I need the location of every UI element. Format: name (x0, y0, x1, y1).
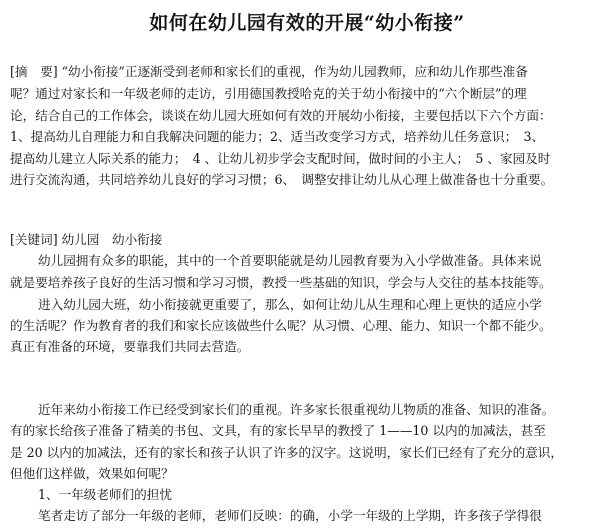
body-paragraph-line: 是 20 以内的加减法，还有的家长和孩子认识了许多的汉字。这说明，家长们已经有了充分的意识， (10, 445, 563, 460)
abstract-line: 进行交流沟通，共同培养幼儿良好的学习习惯；6、 调整安排让幼儿从心理上做准备也十分重要。 (10, 172, 554, 187)
body-paragraph-line: 但他们这样做，效果如何呢？ (10, 466, 174, 481)
abstract-line: 提高幼儿建立人际关系的能力； 4 、让幼儿初步学会支配时间，做时间的小主人； 5 、家园及时 (10, 151, 551, 166)
intro-paragraph-line: 幼儿园拥有众多的职能，其中的一个首要职能就是幼儿园教育要为入小学做准备。具体来说 (38, 253, 542, 268)
keywords-line: [关键词] 幼儿园 幼小衔接 (10, 232, 163, 247)
intro-paragraph-line: 真正有准备的环境，要靠我们共同去营造。 (10, 339, 250, 354)
body-paragraph-line: 有的家长给孩子准备了精美的书包、文具，有的家长早早的教授了 1——10 以内的加减法，甚至 (10, 423, 546, 438)
body-paragraph-line: 近年来幼小衔接工作已经受到家长们的重视。许多家长很重视幼儿物质的准备、知识的准备。 (38, 402, 555, 417)
abstract-line: 1、提高幼儿自理能力和自我解决问题的能力；2、适当改变学习方式，培养幼儿任务意识； 3、 (10, 129, 545, 144)
abstract-line: 呢？通过对家长和一年级老师的走访，引用德国教授哈克的关于幼小衔接中的“六个断层”的理 (10, 86, 527, 101)
intro-paragraph-line: 进入幼儿园大班，幼小衔接就更重要了，那么，如何让幼儿从生理和心理上更快的适应小学 (38, 297, 542, 312)
section-heading: 1、一年级老师们的担忧 (38, 487, 172, 502)
document-title: 如何在幼儿园有效的开展“幼小衔接” (149, 12, 465, 34)
intro-paragraph-line: 就是要培养孩子良好的生活习惯和学习习惯，教授一些基础的知识，学会与人交往的基本技能等。 (10, 275, 552, 290)
abstract-line: 论，结合自己的工作体会，谈谈在幼儿园大班如何有效的开展幼小衔接，主要包括以下六个方面： (10, 108, 552, 123)
section-paragraph-line: 笔者走访了部分一年级的老师，老师们反映：的确，小学一年级的上学期，许多孩子学得很 (38, 508, 542, 523)
intro-paragraph-line: 的生活呢？作为教育者的我们和家长应该做些什么呢？从习惯、心理、能力、知识一个都不能少。 (10, 318, 552, 333)
abstract-line: [摘 要] “幼小衔接”正逐渐受到老师和家长们的重视，作为幼儿园教师，应和幼儿作那些准备 (10, 64, 528, 79)
